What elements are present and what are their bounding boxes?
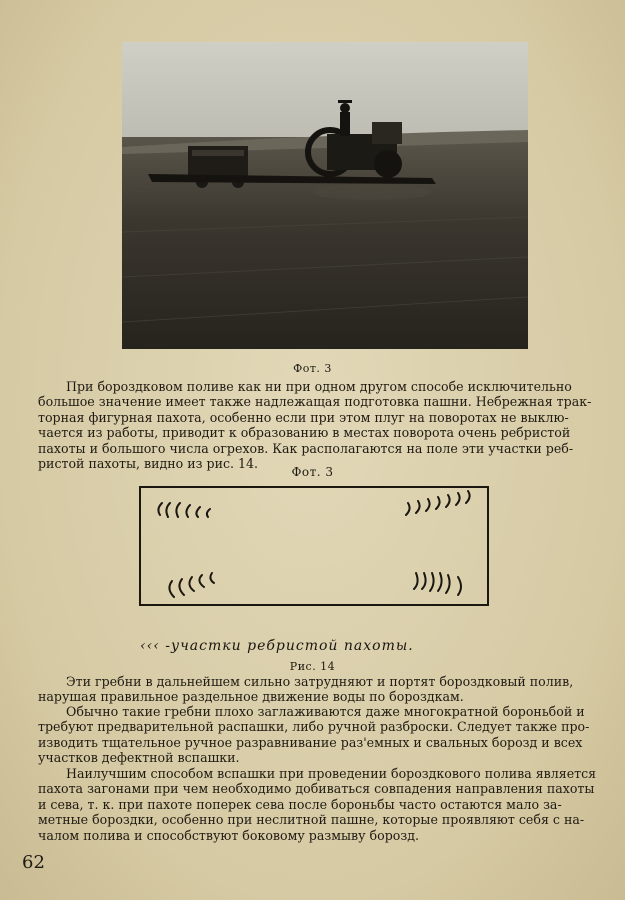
paragraph-2 (38, 674, 613, 705)
paragraph-1-line: чается из работы, приводит к образованию в местах поворота очень ребристой (38, 425, 571, 441)
paragraph-4-line: чалом полива и способствуют боковому размыву борозд. (38, 827, 419, 843)
paragraph-3-line: требуют предварительной распашки, либо ручной разброски. Следует также про- (38, 719, 590, 735)
paragraph-3-line: участков дефектной вспашки. (38, 750, 240, 766)
paragraph-3 (38, 704, 613, 766)
paragraph-1-line: ристой пахоты, видно из рис. 14. (38, 456, 259, 472)
photo-caption: Фот. 3 (293, 362, 332, 375)
field-diagram (138, 485, 490, 607)
paragraph-4-line: и сева, т. к. при пахоте поперек сева после бороньбы часто остаются мало за- (38, 796, 562, 812)
paragraph-1-line: пахоты и большого числа огрехов. Как располагаются на поле эти участки реб- (38, 440, 574, 456)
paragraph-4 (38, 766, 613, 843)
tractor-photo-image (122, 42, 528, 349)
paragraph-2-line: Эти гребни в дальнейшем сильно затрудняют и портят бороздковый полив, (66, 674, 574, 689)
paragraph-2-line: нарушая правильное раздельное движение воды по бороздкам. (38, 689, 464, 705)
ribbed-plough-marks (158, 491, 469, 597)
paragraph-1 (38, 379, 613, 471)
paragraph-4-line: метные бороздки, особенно при неслитной пашне, которые проявляют себя с на- (38, 812, 585, 828)
paragraph-1-line: торная фигурная пахота, особенно если при этом плуг на поворотах не выклю- (38, 409, 569, 425)
diagram-caption: Рис. 14 (289, 660, 336, 673)
page-number: 62 (22, 852, 45, 873)
paragraph-4-line: пахота загонами при чем необходимо добиваться совпадения направления пахоты (38, 781, 595, 797)
diagram-legend-text: -участки ребристой пахоты. (165, 638, 414, 654)
chevron-marks-icon: ‹‹‹ (140, 638, 166, 654)
diagram-legend (140, 638, 540, 654)
paragraph-3-line: изводить тщательное ручное разравнивание раз'емных и свальных борозд и всех (38, 734, 583, 750)
paragraph-3-line: Обычно такие гребни плохо заглаживаются даже многократной бороньбой и (66, 704, 585, 719)
paragraph-1-line: большое значение имеет также надлежащая подготовка пашни. Небрежная трак- (38, 394, 592, 410)
paragraph-4-line: Наилучшим способом вспашки при проведении бороздкового полива является (66, 766, 597, 781)
tractor-photo (122, 42, 528, 349)
field-diagram-drawing (138, 485, 490, 607)
paragraph-1-line: При бороздковом поливе как ни при одном другом способе исключительно (66, 379, 572, 394)
mid-caption: Фот. 3 (291, 465, 334, 479)
